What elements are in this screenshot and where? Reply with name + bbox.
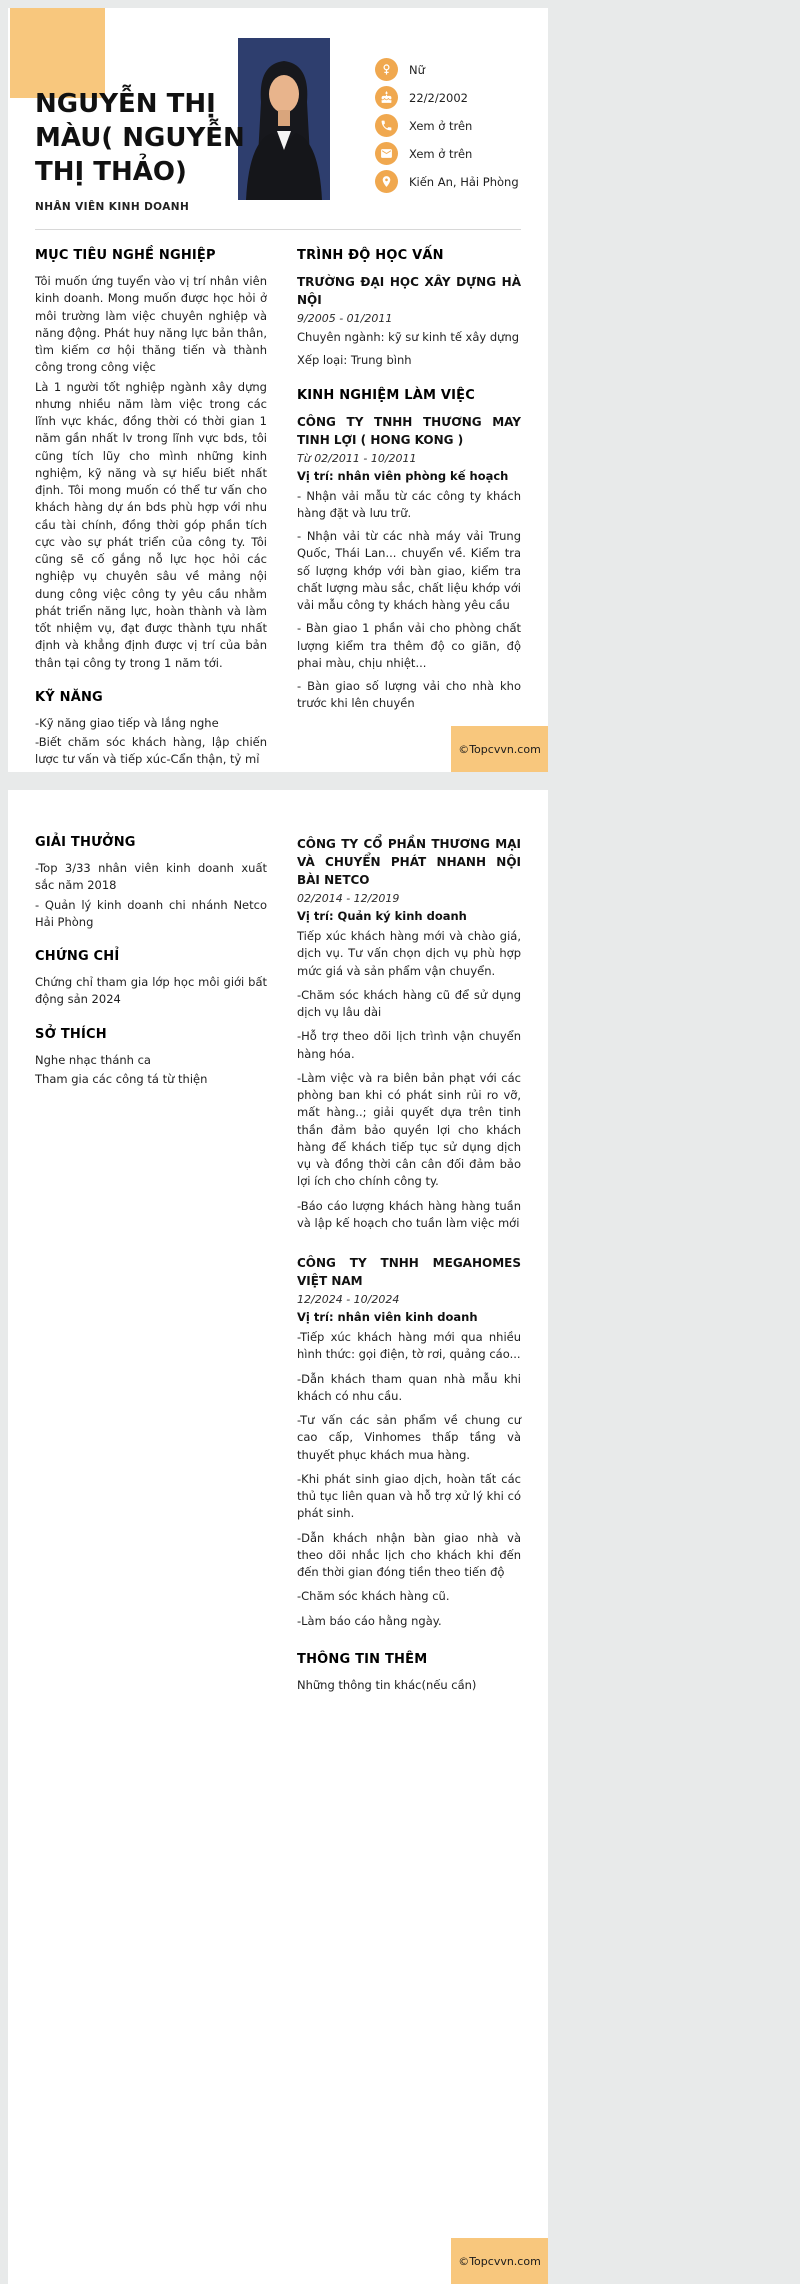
job-bullet: -Tư vấn các sản phẩm về chung cư cao cấp, Vinhomes thấp tầng và thuyết phục khách mua hàng.: [297, 1413, 521, 1462]
page2-right-column: [297, 835, 521, 1694]
page1-right-column: [297, 248, 521, 771]
gender-icon: [375, 58, 398, 81]
job-bullet: -Hỗ trợ theo dõi lịch trình vận chuyển hàng hóa.: [297, 1029, 521, 1061]
contact-phone-value: Xem ở trên: [409, 118, 473, 133]
contact-gender-value: Nữ: [409, 62, 425, 77]
job-bullet: Tiếp xúc khách hàng mới và chào giá, dịch vụ. Tư vấn chọn dịch vụ phù hợp mức giá và sản phẩm vận chuyển.: [297, 929, 521, 978]
contact-location-value: Kiến An, Hải Phòng: [409, 174, 519, 189]
location-icon: [375, 170, 398, 193]
job-company: CÔNG TY CỔ PHẦN THƯƠNG MẠI VÀ CHUYỂN PHÁT NHANH NỘI BÀI NETCO: [297, 837, 521, 887]
section-title-objective: MỤC TIÊU NGHỀ NGHIỆP: [35, 248, 216, 263]
section-title-education: TRÌNH ĐỘ HỌC VẤN: [297, 248, 444, 263]
education-school: TRƯỜNG ĐẠI HỌC XÂY DỰNG HÀ NỘI: [297, 275, 521, 307]
contact-row-phone: [375, 114, 519, 137]
job-bullet: -Làm việc và ra biên bản phạt với các phòng ban khi có phát sinh rủi ro vỡ, mất hàng..; giải quyết dựa trên tinh thần đảm bảo quyền lợi cho khách hàng để khách tiếp tục sử dụng dịch vụ và đồng thời cân cân đối đảm bảo lợi ích cho chính công ty.: [297, 1070, 521, 1189]
header-divider: [35, 229, 521, 230]
profile-photo-illustration: [238, 38, 330, 200]
objective-paragraph: Tôi muốn ứng tuyển vào vị trí nhân viên kinh doanh. Mong muốn được học hỏi ở môi trường làm việc chuyên nghiệp và năng động. Phát huy năng lực bản thân, tìm kiếm cơ hội thăng tiến và thành công trong công việc: [35, 274, 267, 375]
contact-row-birthday: [375, 86, 519, 109]
job-bullet: - Nhận vải từ các nhà máy vải Trung Quốc, Thái Lan... chuyển về. Kiểm tra số lượng khớp với bàn giao, kiểm tra chất lượng màu sắc, chất liệu khớp với vải mẫu công ty khách hàng yêu cầu: [297, 529, 521, 612]
job-entry: [297, 1254, 521, 1630]
topcv-watermark: [451, 726, 548, 772]
contact-row-location: [375, 170, 519, 193]
job-bullet: -Tiếp xúc khách hàng mới qua nhiều hình thức: gọi điện, tờ rơi, quảng cáo...: [297, 1330, 521, 1362]
section-additional-info: [297, 1652, 521, 1694]
section-title-hobbies: SỞ THÍCH: [35, 1026, 107, 1042]
section-certificates: [35, 949, 267, 1009]
award-item: -Top 3/33 nhân viên kinh doanh xuất sắc năm 2018: [35, 861, 267, 893]
job-bullet: -Báo cáo lượng khách hàng hàng tuần và lập kế hoạch cho tuần làm việc mới: [297, 1198, 521, 1230]
section-title-additional-info: THÔNG TIN THÊM: [297, 1651, 428, 1667]
job-company: CÔNG TY TNHH THƯƠNG MAY TINH LỢI ( HONG KONG ): [297, 414, 521, 447]
job-position: Vị trí: Quản ký kinh doanh: [297, 909, 467, 923]
hobby-item: Tham gia các công tá từ thiện: [35, 1071, 208, 1086]
certificate-item: Chứng chỉ tham gia lớp học môi giới bất động sản 2024: [35, 975, 267, 1007]
job-bullet: -Dẫn khách nhận bàn giao nhà và theo dõi nhắc lịch cho khách khi đến đến thời gian đóng tiền theo tiến độ: [297, 1530, 521, 1579]
cv-header: [8, 8, 548, 230]
section-awards: [35, 835, 267, 931]
job-period: 12/2024 - 10/2024: [297, 1293, 400, 1306]
job-bullet: -Khi phát sinh giao dịch, hoàn tất các thủ tục liên quan và hỗ trợ xử lý khi có phát sinh.: [297, 1471, 521, 1521]
job-bullet: - Nhận vải mẫu từ các công ty khách hàng đặt và lưu trữ.: [297, 488, 521, 520]
phone-icon: [375, 114, 398, 137]
job-entry: [297, 835, 521, 1232]
education-entry: [297, 273, 521, 370]
watermark-text: ©Topcvvn.com: [458, 2254, 541, 2268]
candidate-job-title: NHÂN VIÊN KINH DOANH: [35, 201, 190, 214]
skill-item: -Kỹ năng giao tiếp và lắng nghe: [35, 715, 219, 730]
job-entry: [297, 413, 521, 713]
job-company: CÔNG TY TNHH MEGAHOMES VIỆT NAM: [297, 1256, 521, 1288]
section-title-experience: KINH NGHIỆM LÀM VIỆC: [297, 387, 475, 403]
job-period: Từ 02/2011 - 10/2011: [297, 451, 417, 465]
watermark-text: ©Topcvvn.com: [458, 742, 541, 756]
job-bullet: -Làm báo cáo hằng ngày.: [297, 1613, 442, 1628]
section-objective: [35, 248, 267, 672]
page1-left-column: [35, 248, 267, 771]
education-period: 9/2005 - 01/2011: [297, 312, 393, 325]
page2-left-column: [35, 835, 267, 1694]
cv-page-1: [8, 8, 548, 772]
contact-birthday-value: 22/2/2002: [409, 90, 468, 105]
section-title-awards: GIẢI THƯỞNG: [35, 835, 136, 850]
skill-item: -Biết chăm sóc khách hàng, lập chiến lược tư vấn và tiếp xúc-Cẩn thận, tỷ mỉ: [35, 735, 267, 767]
additional-info-text: Những thông tin khác(nếu cần): [297, 1677, 477, 1692]
profile-photo: [238, 38, 330, 200]
job-bullet: -Chăm sóc khách hàng cũ để sử dụng dịch vụ lâu dài: [297, 987, 521, 1019]
cv-page-2: [8, 790, 548, 2284]
page1-body: [8, 230, 548, 771]
section-education: [297, 248, 521, 370]
decor-corner-block: [10, 8, 105, 98]
hobby-item: Nghe nhạc thánh ca: [35, 1052, 151, 1067]
contact-list: [375, 58, 519, 193]
email-icon: [375, 142, 398, 165]
birthday-icon: [375, 86, 398, 109]
education-detail: Xếp loại: Trung bình: [297, 353, 412, 368]
contact-row-email: [375, 142, 519, 165]
education-detail: Chuyên ngành: kỹ sư kinh tế xây dựng: [297, 330, 520, 344]
section-title-certificates: CHỨNG CHỈ: [35, 949, 120, 964]
section-hobbies: [35, 1027, 267, 1089]
job-bullet: -Chăm sóc khách hàng cũ.: [297, 1589, 450, 1604]
topcv-watermark: [451, 2238, 548, 2284]
award-item: - Quản lý kinh doanh chi nhánh Netco Hải Phòng: [35, 897, 267, 929]
job-bullet: -Dẫn khách tham quan nhà mẫu khi khách có nhu cầu.: [297, 1371, 521, 1403]
page2-body: [8, 790, 548, 1694]
section-skills: [35, 690, 267, 769]
contact-email-value: Xem ở trên: [409, 146, 473, 161]
job-period: 02/2014 - 12/2019: [297, 892, 400, 905]
objective-paragraph: Là 1 người tốt nghiệp ngành xây dựng nhưng nhiều năm làm việc trong các lĩnh vực khác, đồng thời có thời gian 1 năm gần nhất lv trong lĩnh vực bds, tôi cũng tích lũy cho mình những kinh nghiệm, kỹ năng và sự hiểu biết nhất định. Tôi mong muốn có thể tư vấn cho khách hàng dự án bds phù hợp với nhu cầu tài chính, đồng thời góp phần tích cực vào sự phát triển của công ty. Tôi cũng sẽ cố gắng nỗ lực học hỏi các nghiệp vụ chuyên sâu về mảng nội dung công việc công ty yêu cầu nhằm phát triển năng lực, hoàn thành và làm tốt nhiệm vụ, đạt được thành tựu nhất định và khẳng định được vị trí của bản thân tại công ty trong 1 năm tới.: [35, 379, 267, 670]
job-position: Vị trí: nhân viên phòng kế hoạch: [297, 468, 509, 483]
name-block: [35, 88, 250, 213]
job-bullet: - Bàn giao số lượng vải cho nhà kho trước khi lên chuyền: [297, 679, 521, 711]
job-bullet: - Bàn giao 1 phần vải cho phòng chất lượng kiểm tra thêm độ co giãn, độ phai màu, chịu nhiệt...: [297, 621, 521, 670]
candidate-name: NGUYỄN THỊ MÀU( NGUYỄN THỊ THẢO): [35, 89, 245, 187]
section-title-skills: KỸ NĂNG: [35, 689, 103, 705]
section-experience: [297, 388, 521, 713]
contact-row-gender: [375, 58, 519, 81]
job-position: Vị trí: nhân viên kinh doanh: [297, 1310, 478, 1324]
